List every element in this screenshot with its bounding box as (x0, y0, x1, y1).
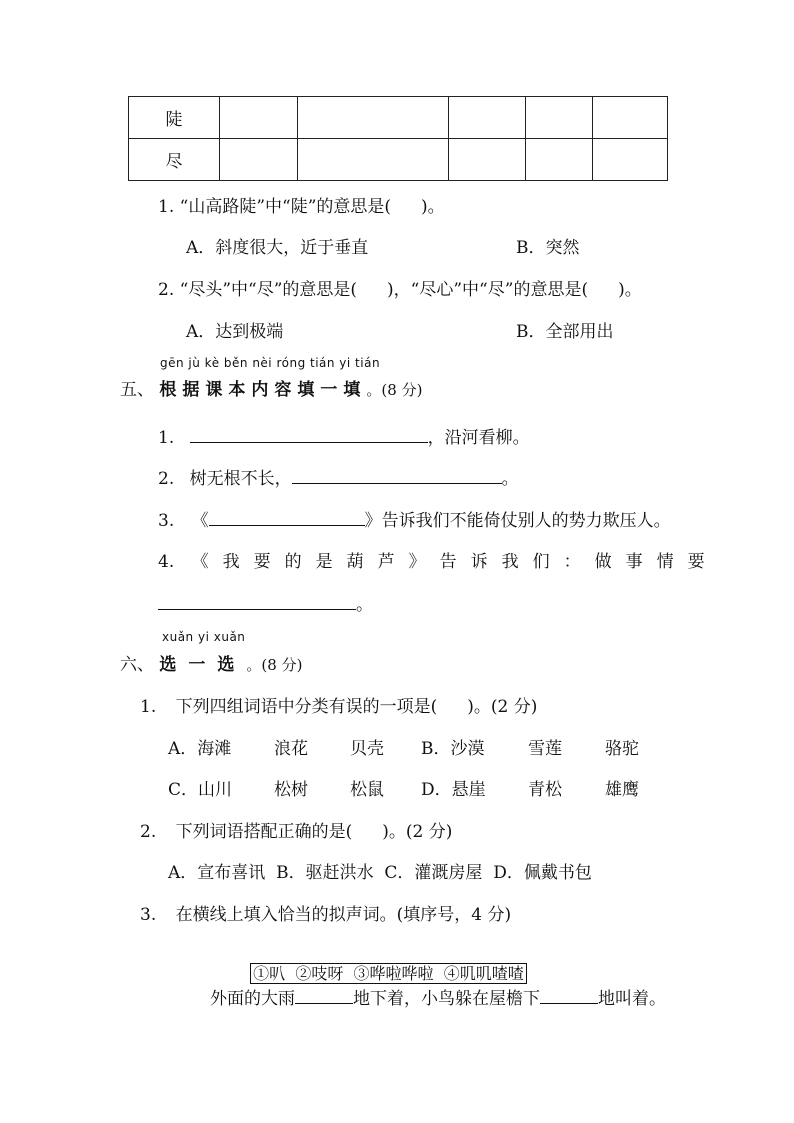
option-b[interactable]: B．突然 (516, 238, 580, 258)
question-text-end: )。 (421, 197, 445, 217)
question-text-mid: )，“尽心”中“尽”的意思是( (387, 280, 589, 300)
word: 青松 (528, 780, 562, 800)
table-cell-empty[interactable] (593, 139, 668, 181)
table-row (129, 139, 668, 181)
section-title: 根据课本内容填一填 (159, 380, 367, 400)
item-number: 4. (158, 552, 175, 572)
sentence-part: 地叫着。 (598, 989, 666, 1009)
question-text-end: )。(2 分) (382, 822, 453, 842)
question-number: 1. (140, 697, 157, 717)
question-text: “尽头”中“尽”的意思是( (179, 280, 358, 300)
question-text: 下列词语搭配正确的是( (175, 822, 353, 842)
question-text-end: )。(2 分) (467, 697, 538, 717)
table-cell-empty[interactable] (220, 139, 298, 181)
fill-item-2 (158, 464, 519, 489)
question-number: 1. (158, 197, 175, 217)
section-number: 六、 (120, 655, 154, 675)
table-cell-empty[interactable] (526, 139, 593, 181)
option-b[interactable]: B．沙漠 (421, 739, 485, 759)
section-number: 五、 (120, 380, 154, 400)
section-score: 。(8 分) (246, 656, 303, 674)
choice-question-1 (140, 692, 537, 717)
option-a[interactable]: A．斜度很大，近于垂直 (186, 238, 369, 258)
word-table (128, 96, 668, 181)
fill-blank[interactable] (190, 424, 428, 443)
item-number: 3. (158, 511, 175, 531)
item-number: 2. (158, 469, 175, 489)
table-cell-empty[interactable] (593, 97, 668, 139)
section-5-heading (120, 375, 422, 400)
question-text-end: )。 (618, 280, 642, 300)
fill-item-3 (158, 506, 671, 531)
item-text-end: 。 (356, 595, 373, 615)
word: 雪莲 (528, 739, 562, 759)
fill-blank[interactable] (292, 465, 502, 484)
section-title: 选一选 (159, 655, 247, 675)
fill-blank[interactable] (158, 591, 356, 610)
choice-question-2 (140, 817, 452, 842)
table-cell-empty[interactable] (298, 139, 449, 181)
table-cell-empty[interactable] (449, 139, 526, 181)
option-d[interactable]: D．悬崖 (421, 780, 486, 800)
question-text: 在横线上填入恰当的拟声词。(填序号，4 分) (175, 905, 512, 925)
item-number: 1. (158, 428, 175, 448)
option-a[interactable]: A．达到极端 (186, 322, 284, 342)
table-cell-empty[interactable] (449, 97, 526, 139)
question-text: “山高路陡”中“陡”的意思是( (179, 197, 392, 217)
item-text: 《我要的是葫芦》告诉我们：做事情要 (191, 552, 719, 572)
sentence-fill (210, 984, 666, 1009)
question-number: 2. (140, 822, 157, 842)
word: 骆驼 (605, 739, 639, 759)
choice-question-3 (140, 900, 511, 925)
section-6-heading (120, 650, 302, 675)
word: 松鼠 (350, 780, 384, 800)
sentence-part: 外面的大雨 (210, 989, 295, 1009)
word: 雄鹰 (605, 780, 639, 800)
option-c[interactable]: C．山川 (168, 780, 233, 800)
section-6-pinyin: xuǎn yi xuǎn (162, 630, 246, 644)
section-5-pinyin: gēn jù kè běn nèi róng tián yi tián (160, 356, 381, 370)
table-row (129, 97, 668, 139)
question-1 (158, 192, 445, 217)
item-text: ，沿河看柳。 (427, 428, 530, 448)
option-a[interactable]: A．海滩 (168, 739, 232, 759)
table-cell-char: 尽 (129, 139, 220, 181)
question-number: 3. (140, 905, 157, 925)
word-bank-box (240, 942, 527, 984)
table-cell-char: 陡 (129, 97, 220, 139)
fill-blank[interactable] (209, 507, 365, 526)
option-b[interactable]: B．全部用出 (516, 322, 614, 342)
section-score: 。(8 分) (366, 381, 423, 399)
table-cell-empty[interactable] (526, 97, 593, 139)
word: 贝壳 (350, 739, 384, 759)
item-text: 树无根不长， (189, 469, 292, 489)
table-cell-empty[interactable] (220, 97, 298, 139)
question-2 (158, 275, 642, 300)
question-text: 下列四组词语中分类有误的一项是( (175, 697, 438, 717)
table-cell-empty[interactable] (298, 97, 449, 139)
sentence-part: 地下着，小鸟躲在屋檐下 (353, 989, 540, 1009)
fill-item-1 (158, 423, 530, 448)
question-number: 2. (158, 280, 175, 300)
choice-options[interactable]: A．宣布喜讯 B．驱赶洪水 C．灌溉房屋 D．佩戴书包 (168, 863, 592, 883)
item-text-end: 。 (501, 469, 519, 489)
fill-item-4 (158, 547, 719, 572)
item-text-end: 》告诉我们不能倚仗别人的势力欺压人。 (364, 511, 671, 531)
fill-blank[interactable] (295, 985, 353, 1004)
word: 松树 (274, 780, 308, 800)
fill-blank[interactable] (540, 985, 598, 1004)
word-bank: ①叭 ②吱呀 ③哗啦哗啦 ④叽叽喳喳 (250, 963, 527, 984)
word: 浪花 (274, 739, 308, 759)
item-text: 《 (191, 511, 209, 531)
fill-item-4-answer (158, 590, 373, 615)
